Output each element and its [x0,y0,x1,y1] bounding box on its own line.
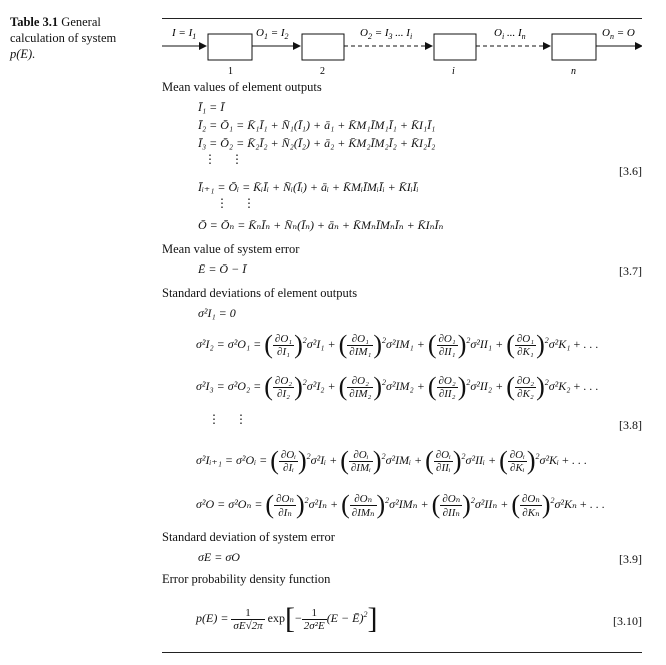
std-row-3-lhs: σ²Iᵢ₊₁ = σ²Oᵢ = [196,452,268,467]
section-mean-values: Mean values of element outputs [162,80,322,94]
block-label-1: 1 [228,66,233,77]
eq-pdf: p(E) = $\frac{1}{\sigma E√2\pi}$ exp[− $\frac{1}{\text{2σ²E}}$ (E − Ē)$^2$] [196,602,378,635]
section-pdf: Error probability density function [162,572,331,586]
eq-std-0: σ²I₁ = 0 [198,306,236,320]
eqno-3-9: [3.9] [619,552,642,566]
eqno-3-8: [3.8] [619,418,642,432]
eq-mean-2: Ī₂ = Ō₁ = K̄₁Ī₁ + N̄₁(Ī₁) + ā₁ + K̄M₁ĪM₁Ī₁ + K̄I₁Ī₁ [198,118,436,132]
eq-mean-3: Ī₃ = Ō₂ = K̄₂Ī₂ + N̄₂(Ī₂) + ā₂ + K̄M₂ĪM₂Ī₂ + K̄I₂Ī₂ [198,136,436,150]
link-label-1: $O_1 = I_2$ [256,27,289,41]
block-label-n: n [571,66,576,77]
system-block-diagram [162,22,642,82]
block-label-i: i [452,66,455,77]
vdots-mean-2: ⋮ ⋮ [216,196,261,210]
pdf-lhs: p(E) = [196,610,229,625]
eq-std-row-1: σ²I₂ = σ²O₁ = ( $\frac{\text{∂O₁}}{\text{∂I₁}}$ )$^2$σ²I₁ + ( $\frac{\text{∂O₁}}{\text{∂IM₁}}$ )$^2$σ²IM₁ + ( $\frac{\text{∂O₁}}{\text{∂II₁}}$ )$^2$σ²II₁ + ( $\frac{\text{∂O₁}}{\text{∂K₁}}$ )$^2$σ²K₁ + . . . [196,330,599,359]
std-row-1-lhs: σ²I₂ = σ²O₁ = [196,336,262,351]
vdots-std: ⋮ ⋮ [208,412,253,426]
top-rule [162,18,642,19]
section-mean-error: Mean value of system error [162,242,300,256]
output-label: $O_n = O$ [602,27,635,41]
eq-std-row-3: σ²Iᵢ₊₁ = σ²Oᵢ = ( $\frac{\text{∂Oᵢ}}{\text{∂Iᵢ}}$ )$^2$σ²Iᵢ + ( $\frac{\text{∂Oᵢ}}{\text{∂IMᵢ}}$ )$^2$σ²IMᵢ + ( $\frac{\text{∂Oᵢ}}{\text{∂IIᵢ}}$ )$^2$σ²IIᵢ + ( $\frac{\text{∂Oᵢ}}{\text{∂Kᵢ}}$ )$^2$σ²Kᵢ + . . . [196,446,587,475]
eq-std-row-4: σ²O = σ²Oₙ = ( $\frac{\text{∂Oₙ}}{\text{∂Iₙ}}$ )$^2$σ²Iₙ + ( $\frac{\text{∂Oₙ}}{\text{∂IMₙ}}$ )$^2$σ²IMₙ + ( $\frac{\text{∂Oₙ}}{\text{∂IIₙ}}$ )$^2$σ²IIₙ + ( $\frac{\text{∂Oₙ}}{\text{∂Kₙ}}$ )$^2$σ²Kₙ + . . . [196,490,605,519]
eq-mean-1: Ī₁ = Ī [198,100,225,114]
std-row-4-lhs: σ²O = σ²Oₙ = [196,496,263,511]
table-caption-fn: p(E). [10,47,36,61]
section-std-error: Standard deviation of system error [162,530,335,544]
block-n [552,34,596,60]
table-caption [10,14,130,62]
input-label: $I = I_1$ [172,27,197,41]
eqno-3-10: [3.10] [613,614,642,628]
eq-std-error: σE = σO [198,550,240,564]
eq-mean-error: Ē = Ō − Ī [198,262,247,276]
link-label-3: $O_i$ ... $I_n$ [494,27,526,41]
table-caption-text: General calculation of system [10,15,117,45]
table-number: Table 3.1 [10,15,59,29]
vdots-mean-1: ⋮ ⋮ [204,152,249,166]
section-std-outputs: Standard deviations of element outputs [162,286,358,300]
block-2 [302,34,344,60]
eqno-3-7: [3.7] [619,264,642,278]
block-1 [208,34,252,60]
block-i [434,34,476,60]
bottom-rule [162,652,642,653]
eqno-3-6: [3.6] [619,164,642,178]
link-label-2: $O_2 = I_3$ ... $I_i$ [360,27,413,41]
block-label-2: 2 [320,66,325,77]
std-row-2-lhs: σ²I₃ = σ²O₂ = [196,378,262,393]
eq-mean-4: Īᵢ₊₁ = Ōᵢ = K̄ᵢĪᵢ + N̄ᵢ(Īᵢ) + āᵢ + K̄MᵢĪMᵢĪᵢ + K̄IᵢĪᵢ [198,180,419,194]
eq-mean-5: Ō = Ōₙ = K̄ₙĪₙ + N̄ₙ(Īₙ) + āₙ + K̄MₙĪMₙĪₙ + K̄IₙĪₙ [198,218,444,232]
eq-std-row-2: σ²I₃ = σ²O₂ = ( $\frac{\text{∂O₂}}{\text{∂I₂}}$ )$^2$σ²I₂ + ( $\frac{\text{∂O₂}}{\text{∂IM₂}}$ )$^2$σ²IM₂ + ( $\frac{\text{∂O₂}}{\text{∂II₂}}$ )$^2$σ²II₂ + ( $\frac{\text{∂O₂}}{\text{∂K₂}}$ )$^2$σ²K₂ + . . . [196,372,599,401]
